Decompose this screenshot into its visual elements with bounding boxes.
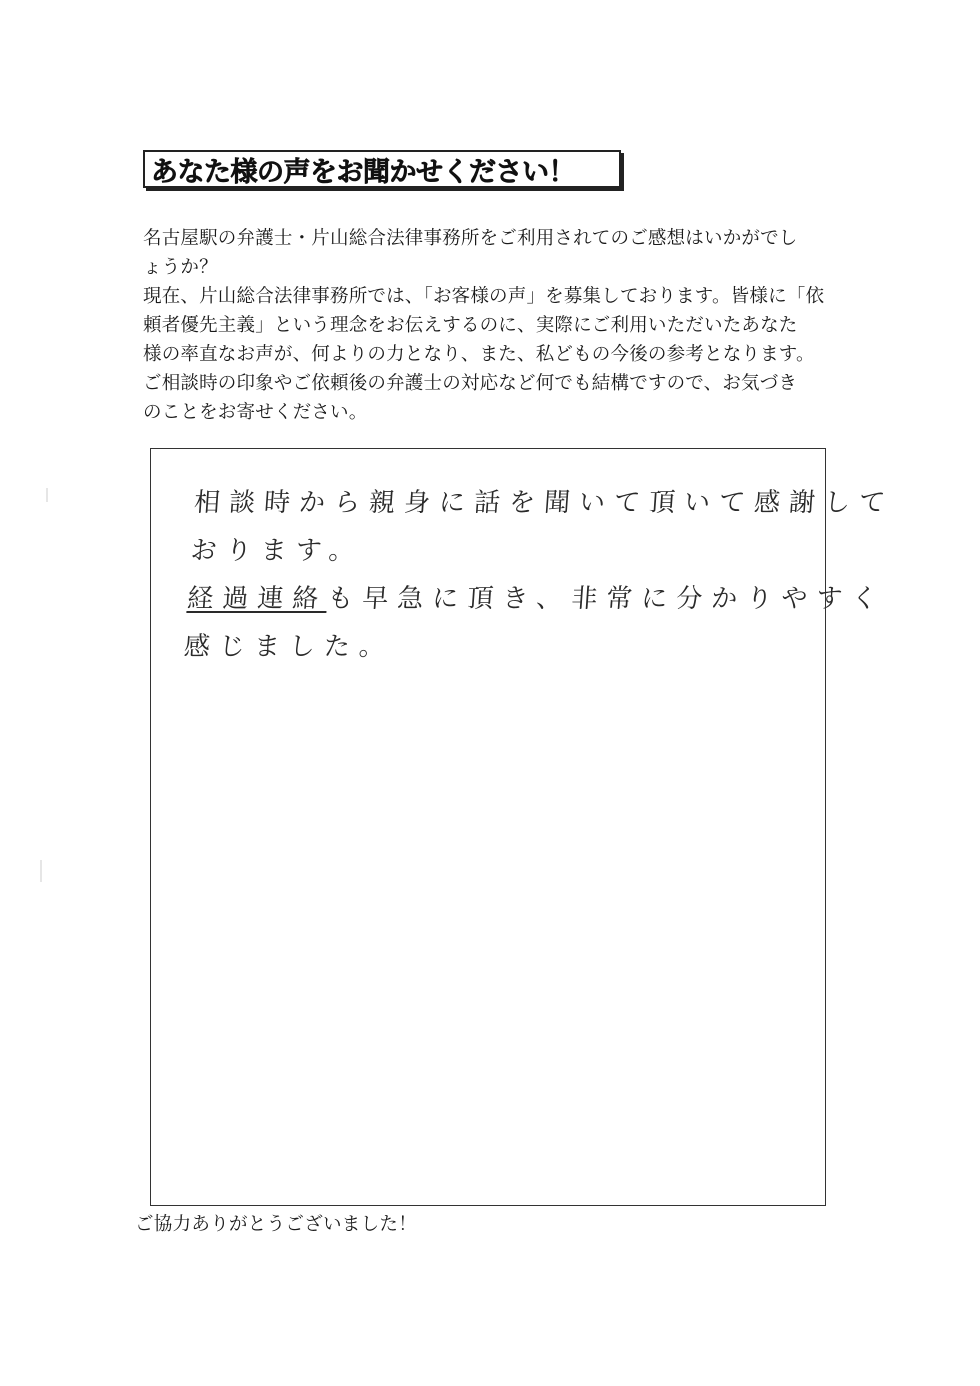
intro-line: 頼者優先主義」という理念をお伝えするのに、実際にご利用いただいたあなた: [143, 315, 798, 336]
handwritten-line: [186, 575, 888, 623]
intro-line: 様の率直なお声が、何よりの力となり、また、私どもの今後の参考となります。: [143, 344, 815, 365]
intro-line: のことをお寄せください。: [143, 402, 368, 423]
form-title: あなた様の声をお聞かせください！: [151, 156, 575, 188]
closing-thanks: ご協力ありがとうございました！: [135, 1214, 418, 1235]
scan-artifact: [46, 488, 48, 502]
scan-artifact: [40, 860, 42, 882]
form-title-box: [143, 150, 621, 188]
underlined-phrase: 経過連絡: [186, 584, 329, 614]
handwritten-answer: [182, 479, 896, 671]
handwritten-line: 感じました。: [182, 632, 396, 662]
intro-line: 名古屋駅の弁護士・片山総合法律事務所をご利用されてのご感想はいかがでし: [143, 228, 798, 249]
intro-line: ご相談時の印象やご依頼後の弁護士の対応など何でも結構ですので、お気づき: [143, 373, 798, 394]
intro-line: 現在、片山総合法律事務所では、「お客様の声」を募集しております。皆様に「依: [143, 286, 825, 307]
intro-paragraph: [143, 224, 843, 427]
handwritten-line: 相談時から親身に話を聞いて頂いて感謝して: [192, 488, 896, 518]
intro-line: ょうか？: [143, 257, 218, 278]
handwritten-answer-box: [150, 448, 896, 1206]
handwritten-phrase: も早急に頂き、非常に分かりやすく: [326, 584, 888, 614]
handwritten-line: おります。: [189, 536, 365, 566]
